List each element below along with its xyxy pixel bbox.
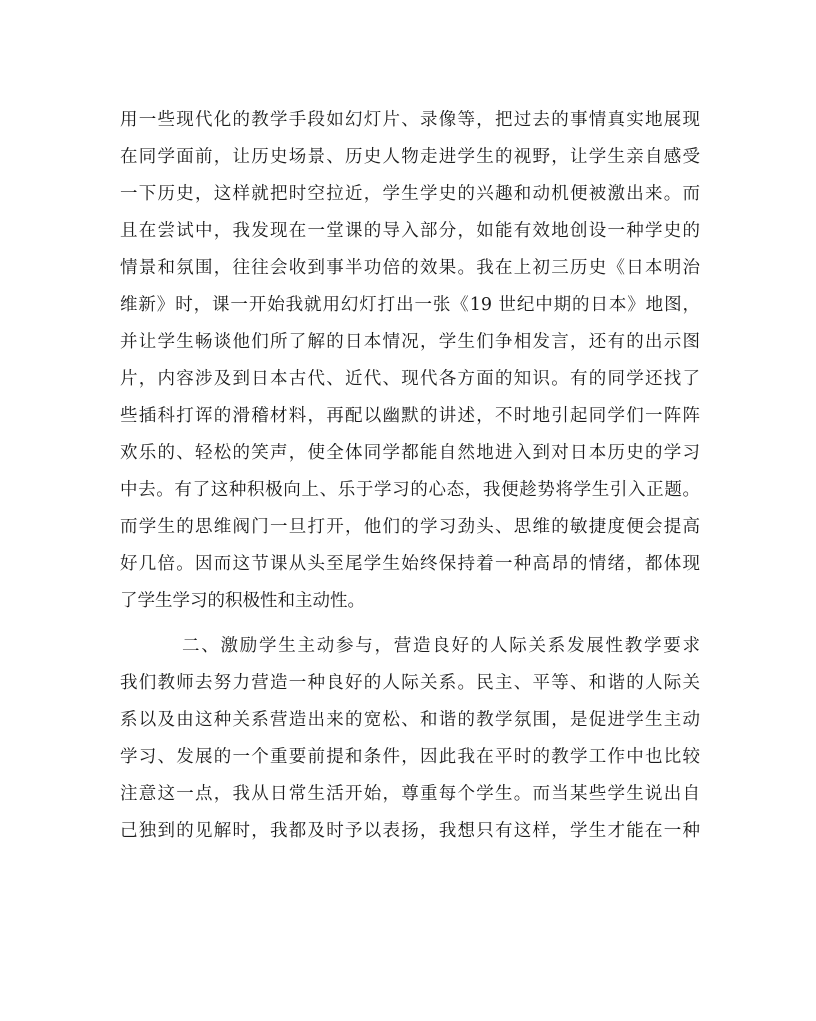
text-line: 注意这一点，我从日常生活开始，尊重每个学生。而当某些学生说出自 [120,784,700,804]
text-line: 系以及由这种关系营造出来的宽松、和谐的教学氛围，是促进学生主动 [120,710,700,730]
paragraph-gap [120,620,700,628]
text-line: 一下历史，这样就把时空拉近，学生学史的兴趣和动机便被激出来。而 [120,184,700,204]
text-line: 而学生的思维阀门一旦打开，他们的学习劲头、思维的敏捷度便会提高 [120,517,700,537]
text-line: 中去。有了这种积极向上、乐于学习的心态，我便趁势将学生引入正题。 [120,480,700,500]
text-line: 且在尝试中，我发现在一堂课的导入部分，如能有效地创设一种学史的 [120,221,700,241]
text-line: 片，内容涉及到日本古代、近代、现代各方面的知识。有的同学还找了 [120,369,700,389]
body-text [120,102,700,850]
paragraph-2 [120,628,700,850]
text-line: 学习、发展的一个重要前提和条件，因此我在平时的教学工作中也比较 [120,747,700,767]
text-line: 好几倍。因而这节课从头至尾学生始终保持着一种高昂的情绪，都体现 [120,554,700,574]
text-line: 情景和氛围，往往会收到事半功倍的效果。我在上初三历史《日本明治 [120,258,700,278]
text-line: 些插科打诨的滑稽材料，再配以幽默的讲述，不时地引起同学们一阵阵 [120,406,700,426]
text-line: 了学生学习的积极性和主动性。 [120,591,365,611]
text-line: 用一些现代化的教学手段如幻灯片、录像等，把过去的事情真实地展现 [120,110,700,130]
text-line: 并让学生畅谈他们所了解的日本情况，学生们争相发言，还有的出示图 [120,332,700,352]
text-line: 己独到的见解时，我都及时予以表扬，我想只有这样，学生才能在一种 [120,821,700,841]
paragraph-1 [120,102,700,620]
text-line: 维新》时，课一开始我就用幻灯打出一张《19 世纪中期的日本》地图， [120,295,700,315]
text-line: 二、激励学生主动参与，营造良好的人际关系发展性教学要求 [182,636,700,656]
text-line: 欢乐的、轻松的笑声，使全体同学都能自然地进入到对日本历史的学习 [120,443,700,463]
text-line: 在同学面前，让历史场景、历史人物走进学生的视野，让学生亲自感受 [120,147,700,167]
text-line: 我们教师去努力营造一种良好的人际关系。民主、平等、和谐的人际关 [120,673,700,693]
